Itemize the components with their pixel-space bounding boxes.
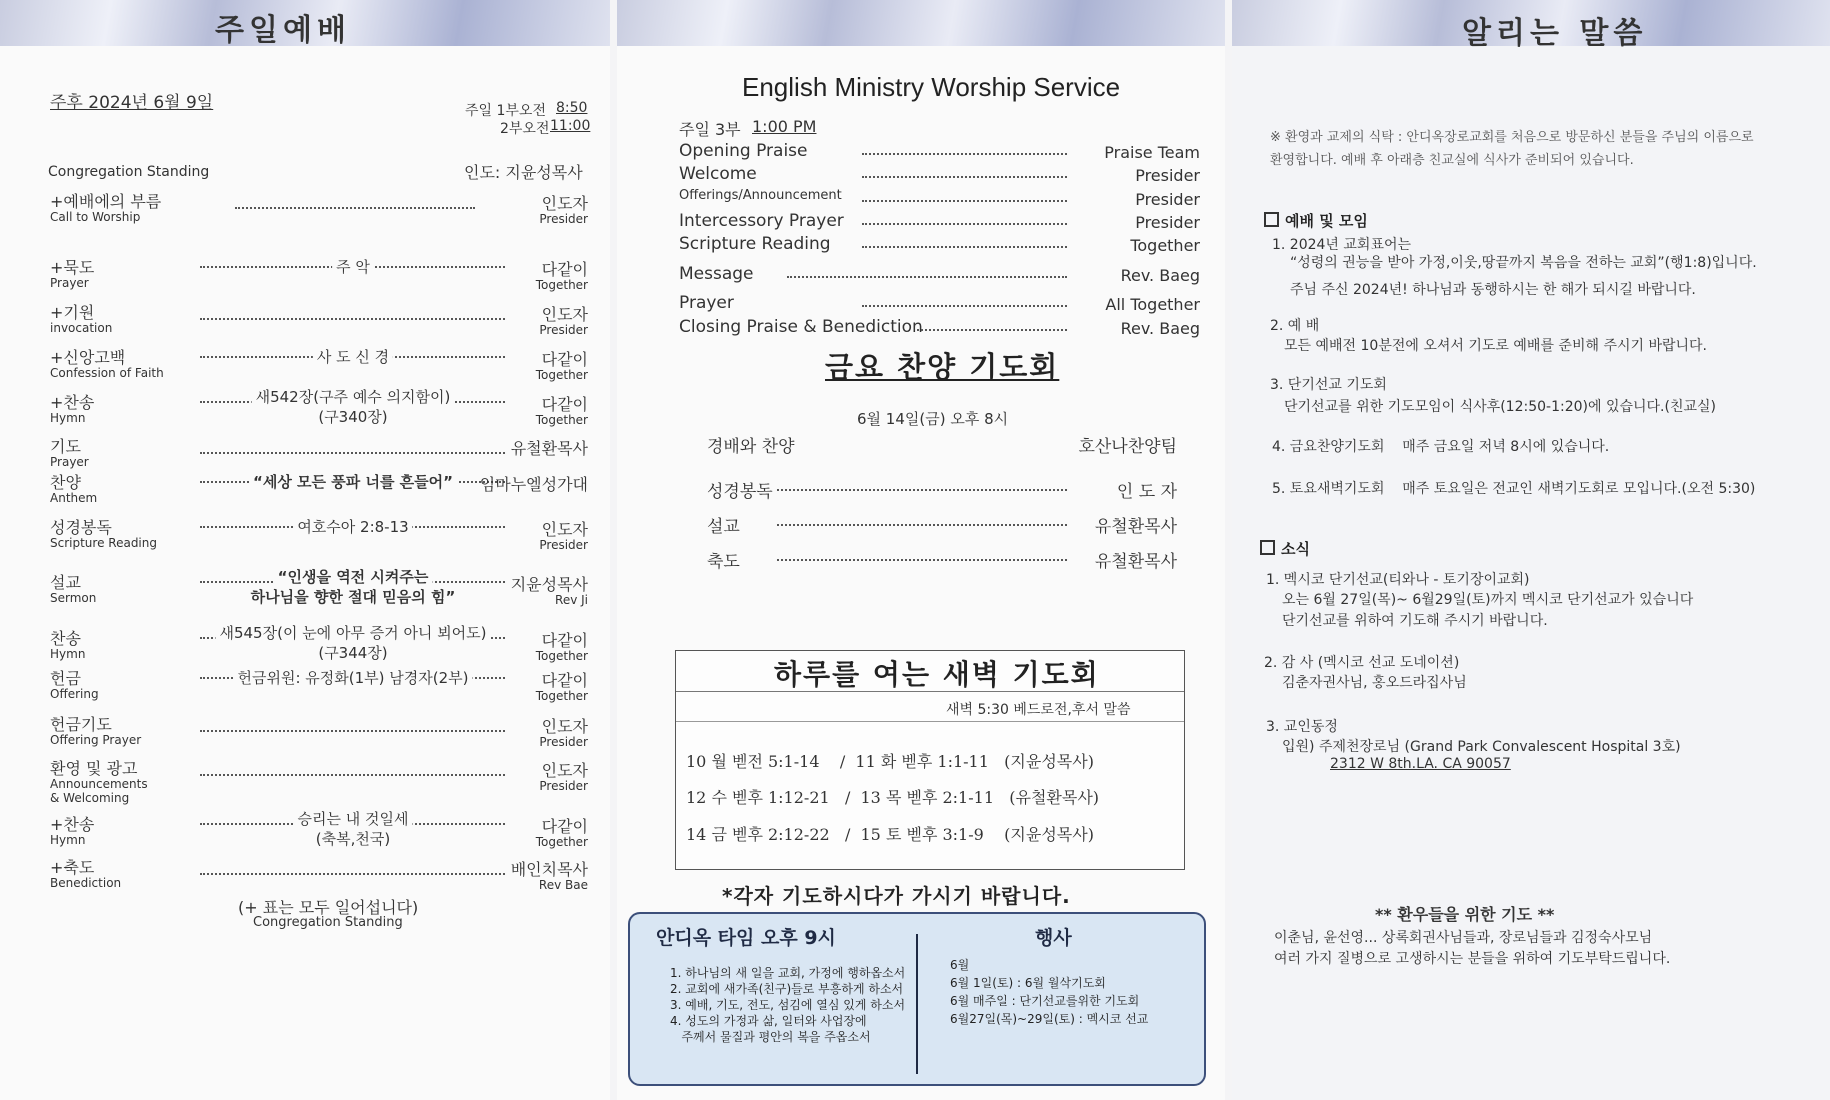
dotted-leader <box>917 329 1067 331</box>
dotted-leader <box>862 153 1067 155</box>
order-item-person-english: Together <box>535 278 588 292</box>
order-item-name: +신앙고백 <box>50 348 126 367</box>
service2-time: 11:00 <box>550 118 591 134</box>
dotted-leader <box>235 207 475 209</box>
mission-text: 단기선교를 위한 기도모임이 식사후(12:50-1:20)에 있습니다.(친교실) <box>1284 399 1716 415</box>
order-item-person: 배인치목사 <box>510 860 588 879</box>
order-item-person-english: Together <box>535 649 588 663</box>
event-item: 6월 매주일 : 단기선교를위한 기도회 <box>950 994 1140 1008</box>
order-item-content-2: (구340장) <box>314 406 391 427</box>
announcements-panel <box>1232 0 1830 1100</box>
order-item-person-english: Presider <box>539 779 588 793</box>
order-item-name: 찬송 <box>50 629 81 648</box>
antioch-item: 1. 하나님의 새 일을 교회, 가정에 행하옵소서 <box>670 966 906 980</box>
footer-note: (+ 표는 모두 일어섭니다) <box>238 898 419 917</box>
order-item-english: invocation <box>50 321 113 335</box>
event-item: 6월 1일(토) : 6월 월삭기도회 <box>950 976 1106 990</box>
antioch-item: 주께서 물질과 평안의 복을 주옵소서 <box>670 1030 871 1044</box>
order-item-person: 다같이 <box>541 631 588 650</box>
order-item-english-2: & Welcoming <box>50 791 130 805</box>
em-item-person: Presider <box>1135 166 1200 185</box>
service1-label: 주일 1부오전 <box>465 103 546 119</box>
order-item-person: 다같이 <box>541 817 588 836</box>
square-bullet-icon <box>1260 540 1275 555</box>
order-item-content: 주 악 <box>332 256 374 277</box>
motto-blessing: 주님 주신 2024년! 하나님과 동행하시는 한 해가 되시길 바랍니다. <box>1290 282 1696 298</box>
order-item-content: 새545장(이 눈에 아무 증거 아니 뵈어도) <box>215 622 490 643</box>
order-item-english: Anthem <box>50 491 98 505</box>
friday-item-person: 유철환목사 <box>1094 517 1177 537</box>
section-news-title: 소식 <box>1260 538 1310 559</box>
antioch-events-box <box>628 912 1206 1086</box>
dawn-subtitle: 새벽 5:30 베드로전,후서 말씀 <box>946 702 1131 718</box>
motto-text: “성령의 권능을 받아 가정,이웃,땅끝까지 복음을 전하는 교회”(행1:8)입니다. <box>1290 255 1757 271</box>
order-item-person: 지윤성목사 <box>510 575 588 594</box>
order-item-name: +찬송 <box>50 815 95 834</box>
em-item-person: Rev. Baeg <box>1120 319 1200 338</box>
welcome-line-1: ※ 환영과 교제의 식탁 : 안디옥장로교회를 처음으로 방문하신 분들을 주님의 이름으로 <box>1270 130 1754 145</box>
section-worship-title: 예배 및 모임 <box>1264 210 1368 231</box>
em-item-person: Presider <box>1135 190 1200 209</box>
dotted-leader <box>200 730 505 732</box>
welcome-line-2: 환영합니다. 예배 후 아래층 친교실에 식사가 준비되어 있습니다. <box>1270 153 1634 168</box>
order-item-name: +예배에의 부름 <box>50 192 162 211</box>
order-item-content-2: (축복,천국) <box>312 828 394 849</box>
worship-heading: 2. 예 배 <box>1270 318 1320 334</box>
patients-line2: 여러 가지 질병으로 고생하시는 분들을 위하여 기도부탁드립니다. <box>1274 951 1671 967</box>
news3-line1: 입원) 주제천장로님 (Grand Park Convalescent Hospital 3호) <box>1282 739 1681 755</box>
order-item-person: 유철환목사 <box>510 439 588 458</box>
news1-line1: 오는 6월 27일(목)~ 6월29일(토)까지 멕시코 단기선교가 있습니다 <box>1282 592 1694 608</box>
left-banner-title: 주일예배 <box>215 13 351 48</box>
friday-date: 6월 14일(금) 오후 8시 <box>857 410 1009 428</box>
order-item-name: 환영 및 광고 <box>50 759 138 778</box>
dotted-leader <box>862 176 1067 178</box>
em-item-person: Rev. Baeg <box>1120 266 1200 285</box>
worship-text: 모든 예배전 10분전에 오셔서 기도로 예배를 준비해 주시기 바랍니다. <box>1284 338 1708 354</box>
middle-banner <box>617 0 1225 46</box>
order-item-person-english: Together <box>535 689 588 703</box>
order-item-person-english: Rev Bae <box>538 878 588 892</box>
order-item-content: “인생을 역전 시켜주는 <box>274 566 433 587</box>
news2-heading: 2. 감 사 (멕시코 선교 도네이션) <box>1264 655 1460 671</box>
friday-item-name: 설교 <box>707 517 740 537</box>
antioch-item: 3. 예배, 기도, 전도, 섬김에 열심 있게 하소서 <box>670 998 906 1012</box>
patients-title: ** 환우들을 위한 기도 ** <box>1375 905 1555 924</box>
dawn-prayer-box <box>675 650 1185 870</box>
em-item-name: Scripture Reading <box>679 234 831 254</box>
footer-standing: Congregation Standing <box>253 915 403 930</box>
news3-heading: 3. 교인동정 <box>1266 719 1338 735</box>
order-item-name: 성경봉독 <box>50 518 112 537</box>
order-item-person: 인도자 <box>541 717 588 736</box>
event-item: 6월27일(목)~29일(토) : 멕시코 선교 <box>950 1012 1149 1026</box>
order-item-person-english: Presider <box>539 735 588 749</box>
em-item-name: Message <box>679 264 754 284</box>
order-item-person-english: Together <box>535 413 588 427</box>
order-item-person-english: Presider <box>539 538 588 552</box>
saturday-notice: 5. 토요새벽기도회 매주 토요일은 전교인 새벽기도회로 모입니다.(오전 5:30) <box>1272 481 1756 497</box>
order-item-person: 다같이 <box>541 395 588 414</box>
order-item-content: 헌금위원: 유정화(1부) 남경자(2부) <box>234 667 473 688</box>
em-item-person: Together <box>1130 236 1200 255</box>
order-item-english: Hymn <box>50 411 86 425</box>
news2-text: 김춘자권사님, 홍오드라집사님 <box>1282 675 1467 691</box>
order-item-english: Sermon <box>50 591 97 605</box>
square-bullet-icon <box>1264 212 1279 227</box>
order-item-person: 다같이 <box>541 260 588 279</box>
order-item-content: 여호수아 2:8-13 <box>293 516 412 537</box>
leader: 인도: 지윤성목사 <box>464 163 583 182</box>
dotted-leader <box>862 246 1067 248</box>
service2-label: 2부오전 <box>500 121 550 137</box>
right-banner-title: 알리는 말씀 <box>1462 16 1648 51</box>
em-item-name: Prayer <box>679 293 734 313</box>
order-item-name: +묵도 <box>50 258 95 277</box>
order-item-person: 인도자 <box>541 305 588 324</box>
order-item-person: 인도자 <box>541 761 588 780</box>
order-item-name: +찬송 <box>50 393 95 412</box>
dawn-title: 하루를 여는 새벽 기도회 <box>774 658 1100 691</box>
dotted-leader <box>862 223 1067 225</box>
order-item-person-english: Together <box>535 835 588 849</box>
friday-item-name: 경배와 찬양 <box>707 437 795 457</box>
order-item-person-english: Rev Ji <box>555 593 588 607</box>
order-item-english: Call to Worship <box>50 210 141 224</box>
congregation-standing: Congregation Standing <box>48 164 210 180</box>
patients-line1: 이춘님, 윤선영... 상록회권사님들과, 장로님들과 김정숙사모님 <box>1274 930 1653 946</box>
dawn-row-2: 12 수 벧후 1:12-21 / 13 목 벧후 2:1-11 (유철환목사) <box>686 788 1100 807</box>
order-item-name: 헌금기도 <box>50 715 112 734</box>
em-item-person: All Together <box>1105 295 1200 314</box>
em-item-person: Presider <box>1135 213 1200 232</box>
news1-heading: 1. 멕시코 단기선교(티와나 - 토기장이교회) <box>1266 572 1530 588</box>
left-banner <box>0 0 610 46</box>
order-item-content-2: 하나님을 향한 절대 믿음의 힘” <box>247 586 460 607</box>
order-item-english: Prayer <box>50 455 89 469</box>
dotted-leader <box>862 305 1067 307</box>
em-item-name: Intercessory Prayer <box>679 211 844 231</box>
antioch-item: 2. 교회에 새가족(친구)들로 부흥하게 하소서 <box>670 982 904 996</box>
friday-item-name: 성경봉독 <box>707 482 773 502</box>
order-item-person-english: Presider <box>539 323 588 337</box>
order-item-content-2: (구344장) <box>314 642 391 663</box>
order-item-english: Confession of Faith <box>50 366 164 380</box>
order-item-english: Prayer <box>50 276 89 290</box>
order-item-person: 인도자 <box>541 194 588 213</box>
order-item-person: 다같이 <box>541 350 588 369</box>
order-item-english: Hymn <box>50 833 86 847</box>
dotted-leader <box>787 276 1067 278</box>
order-item-person-english: Together <box>535 368 588 382</box>
friday-item-name: 축도 <box>707 552 740 572</box>
order-item-english: Benediction <box>50 876 122 890</box>
em-item-name: Welcome <box>679 164 757 184</box>
order-item-person-english: Presider <box>539 212 588 226</box>
dawn-row-3: 14 금 벧후 2:12-22 / 15 토 벧후 3:1-9 (지윤성목사) <box>686 825 1094 844</box>
order-item-english: Scripture Reading <box>50 536 157 550</box>
em-item-name: Opening Praise <box>679 141 808 161</box>
sunday-worship-panel <box>0 0 610 1100</box>
em-time-label: 주일 3부 <box>679 120 741 139</box>
order-item-name: 기도 <box>50 437 81 456</box>
order-item-english: Offering Prayer <box>50 733 142 747</box>
order-item-name: +기원 <box>50 303 95 322</box>
order-item-name: 설교 <box>50 573 81 592</box>
order-item-english: Hymn <box>50 647 86 661</box>
dawn-row-1: 10 월 벧전 5:1-14 / 11 화 벧후 1:1-11 (지윤성목사) <box>686 752 1094 771</box>
order-item-content: 새542장(구주 예수 의지함이) <box>252 386 455 407</box>
order-item-person: 임마누엘성가대 <box>479 475 588 494</box>
friday-title: 금요 찬양 기도회 <box>825 350 1060 384</box>
order-item-person: 다같이 <box>541 671 588 690</box>
friday-notice: 4. 금요찬양기도회 매주 금요일 저녁 8시에 있습니다. <box>1272 439 1610 455</box>
antioch-item: 4. 성도의 가정과 삶, 일터와 사업장에 <box>670 1014 867 1028</box>
order-item-name: 헌금 <box>50 669 81 688</box>
antioch-title: 안디옥 타임 오후 9시 <box>656 927 836 949</box>
em-time: 1:00 PM <box>752 117 817 136</box>
friday-item-person: 인 도 자 <box>1116 482 1177 502</box>
worship-date: 주후 2024년 6월 9일 <box>50 93 214 113</box>
dotted-leader <box>777 524 1067 526</box>
dotted-leader <box>777 559 1067 561</box>
order-item-name: +축도 <box>50 858 95 877</box>
dotted-leader <box>200 873 505 875</box>
dotted-leader <box>200 318 505 320</box>
dotted-leader <box>200 452 505 454</box>
event-title: 행사 <box>1035 927 1072 949</box>
motto-heading: 1. 2024년 교회표어는 <box>1272 237 1412 253</box>
dotted-leader <box>777 489 1067 491</box>
dawn-note: *각자 기도하시다가 가시기 바랍니다. <box>722 884 1071 908</box>
dotted-leader <box>862 200 1067 202</box>
em-title: English Ministry Worship Service <box>742 72 1121 102</box>
news3-address: 2312 W 8th.LA. CA 90057 <box>1330 756 1511 772</box>
dotted-leader <box>200 774 505 776</box>
order-item-content: 사 도 신 경 <box>313 346 393 367</box>
em-item-person: Praise Team <box>1104 143 1200 162</box>
friday-item-person: 호산나찬양팀 <box>1078 437 1177 457</box>
order-item-person: 인도자 <box>541 520 588 539</box>
english-ministry-panel <box>617 0 1225 1100</box>
em-item-name: Offerings/Announcement <box>679 188 842 203</box>
order-item-english: Offering <box>50 687 99 701</box>
order-item-name: 찬양 <box>50 473 81 492</box>
news1-line2: 단기선교를 위하여 기도해 주시기 바랍니다. <box>1282 613 1548 629</box>
mission-heading: 3. 단기선교 기도회 <box>1270 377 1387 393</box>
service1-time: 8:50 <box>556 100 588 116</box>
order-item-content: 승리는 내 것일세 <box>294 808 413 829</box>
order-item-content: “세상 모든 풍파 너를 흔들어” <box>249 471 457 492</box>
friday-item-person: 유철환목사 <box>1094 552 1177 572</box>
event-item: 6월 <box>950 958 970 972</box>
right-banner <box>1232 0 1830 51</box>
em-item-name: Closing Praise & Benediction <box>679 317 923 337</box>
order-item-english: Announcements <box>50 777 148 791</box>
